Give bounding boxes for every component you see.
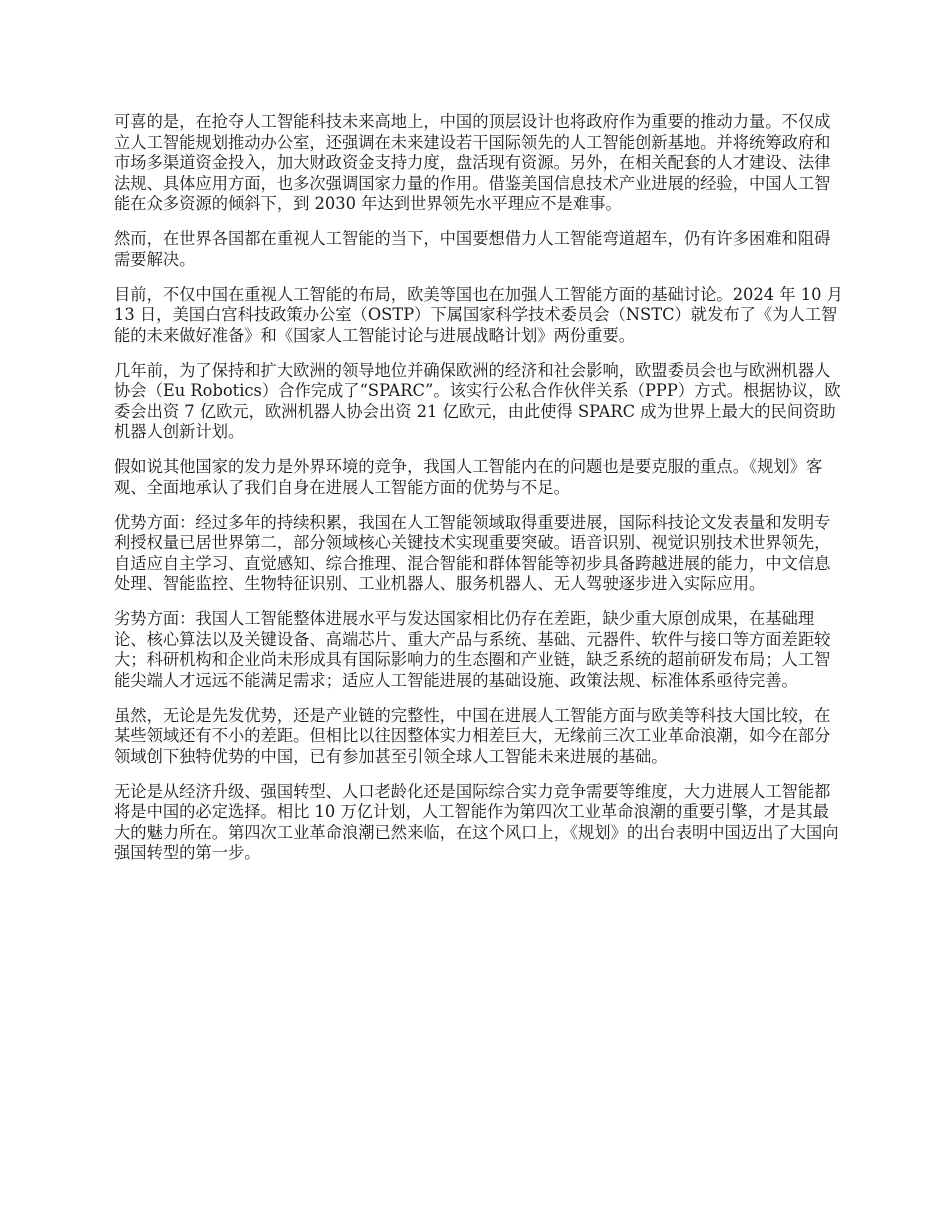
paragraph-5: 假如说其他国家的发力是外界环境的竞争，我国人工智能内在的问题也是要克服的重点。《规划》客观、全面地承认了我们自身在进展人工智能方面的优势与不足。 [114,457,823,497]
document-body [114,112,844,878]
paragraph-9: 无论是从经济升级、强国转型、人口老龄化还是国际综合实力竞争需要等维度，大力进展人工智能都将是中国的必定选择。相比 10 万亿计划，人工智能作为第四次工业革命浪潮的重要引擎，才是其最大的魅力所在。第四次工业革命浪潮已然来临，在这个风口上，《规划》的出台表明中国迈出了大国向强国转型的第一步。 [114,781,839,862]
paragraph-8: 虽然，无论是先发优势，还是产业链的完整性，中国在进展人工智能方面与欧美等科技大国比较，在某些领域还有不小的差距。但相比以往因整体实力相差巨大，无缘前三次工业革命浪潮，如今在部分领域创下独特优势的中国，已有参加甚至引领全球人工智能未来进展的基础。 [114,705,831,766]
paragraph-6: 优势方面：经过多年的持续积累，我国在人工智能领域取得重要进展，国际科技论文发表量和发明专利授权量已居世界第二，部分领域核心关键技术实现重要突破。语音识别、视觉识别技术世界领先，自适应自主学习、直觉感知、综合推理、混合智能和群体智能等初步具备跨越进展的能力，中文信息处理、智能监控、生物特征识别、工业机器人、服务机器人、无人驾驶逐步进入实际应用。 [114,512,831,593]
paragraph-2: 然而，在世界各国都在重视人工智能的当下，中国要想借力人工智能弯道超车，仍有许多困难和阻碍需要解决。 [114,229,831,269]
paragraph-7: 劣势方面：我国人工智能整体进展水平与发达国家相比仍存在差距，缺少重大原创成果，在基础理论、核心算法以及关键设备、高端芯片、重大产品与系统、基础、元器件、软件与接口等方面差距较大；科研机构和企业尚未形成具有国际影响力的生态圈和产业链，缺乏系统的超前研发布局；人工智能尖端人才远远不能满足需求；适应人工智能进展的基础设施、政策法规、标准体系亟待完善。 [114,609,831,690]
paragraph-1: 可喜的是，在抢夺人工智能科技未来高地上，中国的顶层设计也将政府作为重要的推动力量。不仅成立人工智能规划推动办公室，还强调在未来建设若干国际领先的人工智能创新基地。并将统筹政府和市场多渠道资金投入，加大财政资金支持力度，盘活现有资源。另外，在相关配套的人才建设、法律法规、具体应用方面，也多次强调国家力量的作用。借鉴美国信息技术产业进展的经验，中国人工智能在众多资源的倾斜下，到 2030 年达到世界领先水平理应不是难事。 [114,112,831,213]
paragraph-3: 目前，不仅中国在重视人工智能的布局，欧美等国也在加强人工智能方面的基础讨论。2024 年 10 月 13 日，美国白宫科技政策办公室（OSTP）下属国家科学技术委员会（NSTC）就发布了《为人工智能的未来做好准备》和《国家人工智能讨论与进展战略计划》两份重要。 [114,284,843,345]
paragraph-4: 几年前，为了保持和扩大欧洲的领导地位并确保欧洲的经济和社会影响，欧盟委员会也与欧洲机器人协会（Eu Robotics）合作完成了“SPARC”。该实行公私合作伙伴关系（PPP）方式。根据协议，欧委会出资 7 亿欧元，欧洲机器人协会出资 21 亿欧元，由此使得 SPARC 成为世界上最大的民间资助机器人创新计划。 [114,360,841,441]
